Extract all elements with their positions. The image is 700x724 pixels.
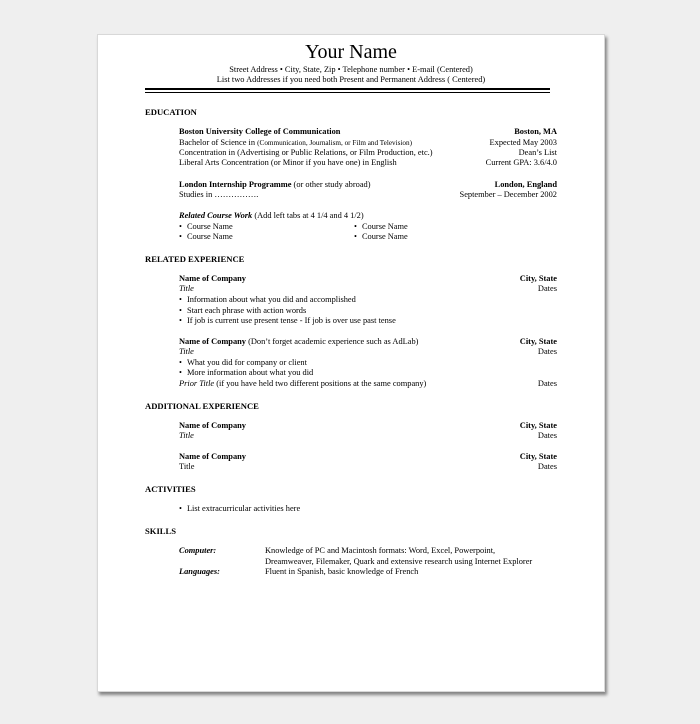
section-heading-additional-experience: ADDITIONAL EXPERIENCE xyxy=(145,401,259,411)
section-heading-related-experience: RELATED EXPERIENCE xyxy=(145,254,245,264)
course-item: • Course Name xyxy=(354,232,408,242)
job-dates: Dates xyxy=(537,347,557,356)
abroad-studies: Studies in ……………. xyxy=(179,190,259,199)
job-title: Title xyxy=(179,431,194,440)
activity-item: • List extracurricular activities here xyxy=(179,504,300,514)
prior-title: Prior Title xyxy=(179,379,215,388)
degree-prefix: Bachelor of Science in xyxy=(179,138,258,147)
job-bullet: • Start each phrase with action words xyxy=(179,306,306,316)
job-bullet: • More information about what you did xyxy=(179,368,313,378)
company-location: City, State xyxy=(519,274,557,283)
degree xyxy=(179,138,412,148)
job-title: Title xyxy=(179,347,194,356)
job-bullet: • What you did for company or client xyxy=(179,358,307,368)
section-heading-activities: ACTIVITIES xyxy=(145,484,196,494)
section-heading-education: EDUCATION xyxy=(145,107,197,117)
abroad-program xyxy=(179,180,371,190)
gpa: Current GPA: 3.6/4.0 xyxy=(485,158,557,167)
company-name: Name of Company xyxy=(179,421,246,430)
abroad-name: London Internship Programme xyxy=(179,180,292,189)
job-dates: Dates xyxy=(537,284,557,293)
minor: Liberal Arts Concentration (or Minor if you have one) in English xyxy=(179,158,397,167)
course-item: • Course Name xyxy=(179,222,233,232)
concentration: Concentration in (Advertising or Public Relations, or Film Production, etc.) xyxy=(179,148,433,157)
company-heading xyxy=(179,337,418,347)
skill-computer-line1: Knowledge of PC and Macintosh formats: Word, Excel, Powerpoint, xyxy=(265,546,496,555)
company-name: Name of Company xyxy=(179,337,246,346)
company-location: City, State xyxy=(519,421,557,430)
skill-computer-line2: Dreamweaver, Filemaker, Quark and extensive research using Internet Explorer xyxy=(265,557,533,566)
section-heading-skills: SKILLS xyxy=(145,526,177,536)
coursework-label: Related Course Work xyxy=(179,211,253,220)
school-location: Boston, MA xyxy=(514,127,557,136)
job-bullet: • Information about what you did and accomplished xyxy=(179,295,356,305)
prior-title-line xyxy=(179,379,426,389)
job-title: Title xyxy=(179,462,195,471)
job-dates: Dates xyxy=(537,462,557,471)
abroad-dates: September – December 2002 xyxy=(459,190,557,199)
skill-label-languages: Languages: xyxy=(179,567,220,576)
coursework-note: (Add left tabs at 4 1/4 and 4 1/2) xyxy=(252,211,364,220)
abroad-note: (or other study abroad) xyxy=(291,180,371,189)
job-dates: Dates xyxy=(537,431,557,440)
coursework xyxy=(179,211,364,221)
skill-label-computer: Computer: xyxy=(179,546,217,555)
abroad-location: London, England xyxy=(494,180,557,189)
degree-date: Expected May 2003 xyxy=(489,138,557,147)
honor: Dean’s List xyxy=(518,148,557,157)
company-location: City, State xyxy=(519,452,557,461)
course-item: • Course Name xyxy=(179,232,233,242)
company-note: (Don’t forget academic experience such as AdLab) xyxy=(246,337,419,346)
school-name: Boston University College of Communication xyxy=(179,127,341,136)
degree-detail: (Communication, Journalism, or Film and Television) xyxy=(257,139,413,147)
resume-page xyxy=(97,34,605,692)
company-location: City, State xyxy=(519,337,557,346)
address-note: List two Addresses if you need both Present and Permanent Address ( Centered) xyxy=(216,75,486,84)
header-rule-thin xyxy=(145,92,550,93)
header-rule-thick xyxy=(145,88,550,90)
skill-languages-text: Fluent in Spanish, basic knowledge of French xyxy=(265,567,419,576)
prior-note: (if you have held two different positions at the same company) xyxy=(214,379,427,388)
resume-name: Your Name xyxy=(305,41,397,63)
job-dates: Dates xyxy=(537,379,557,388)
company-name: Name of Company xyxy=(179,274,246,283)
company-name: Name of Company xyxy=(179,452,246,461)
address-line: Street Address • City, State, Zip • Telephone number • E-mail (Centered) xyxy=(229,65,473,74)
course-item: • Course Name xyxy=(354,222,408,232)
job-bullet: • If job is current use present tense - If job is over use past tense xyxy=(179,316,396,326)
job-title: Title xyxy=(179,284,194,293)
